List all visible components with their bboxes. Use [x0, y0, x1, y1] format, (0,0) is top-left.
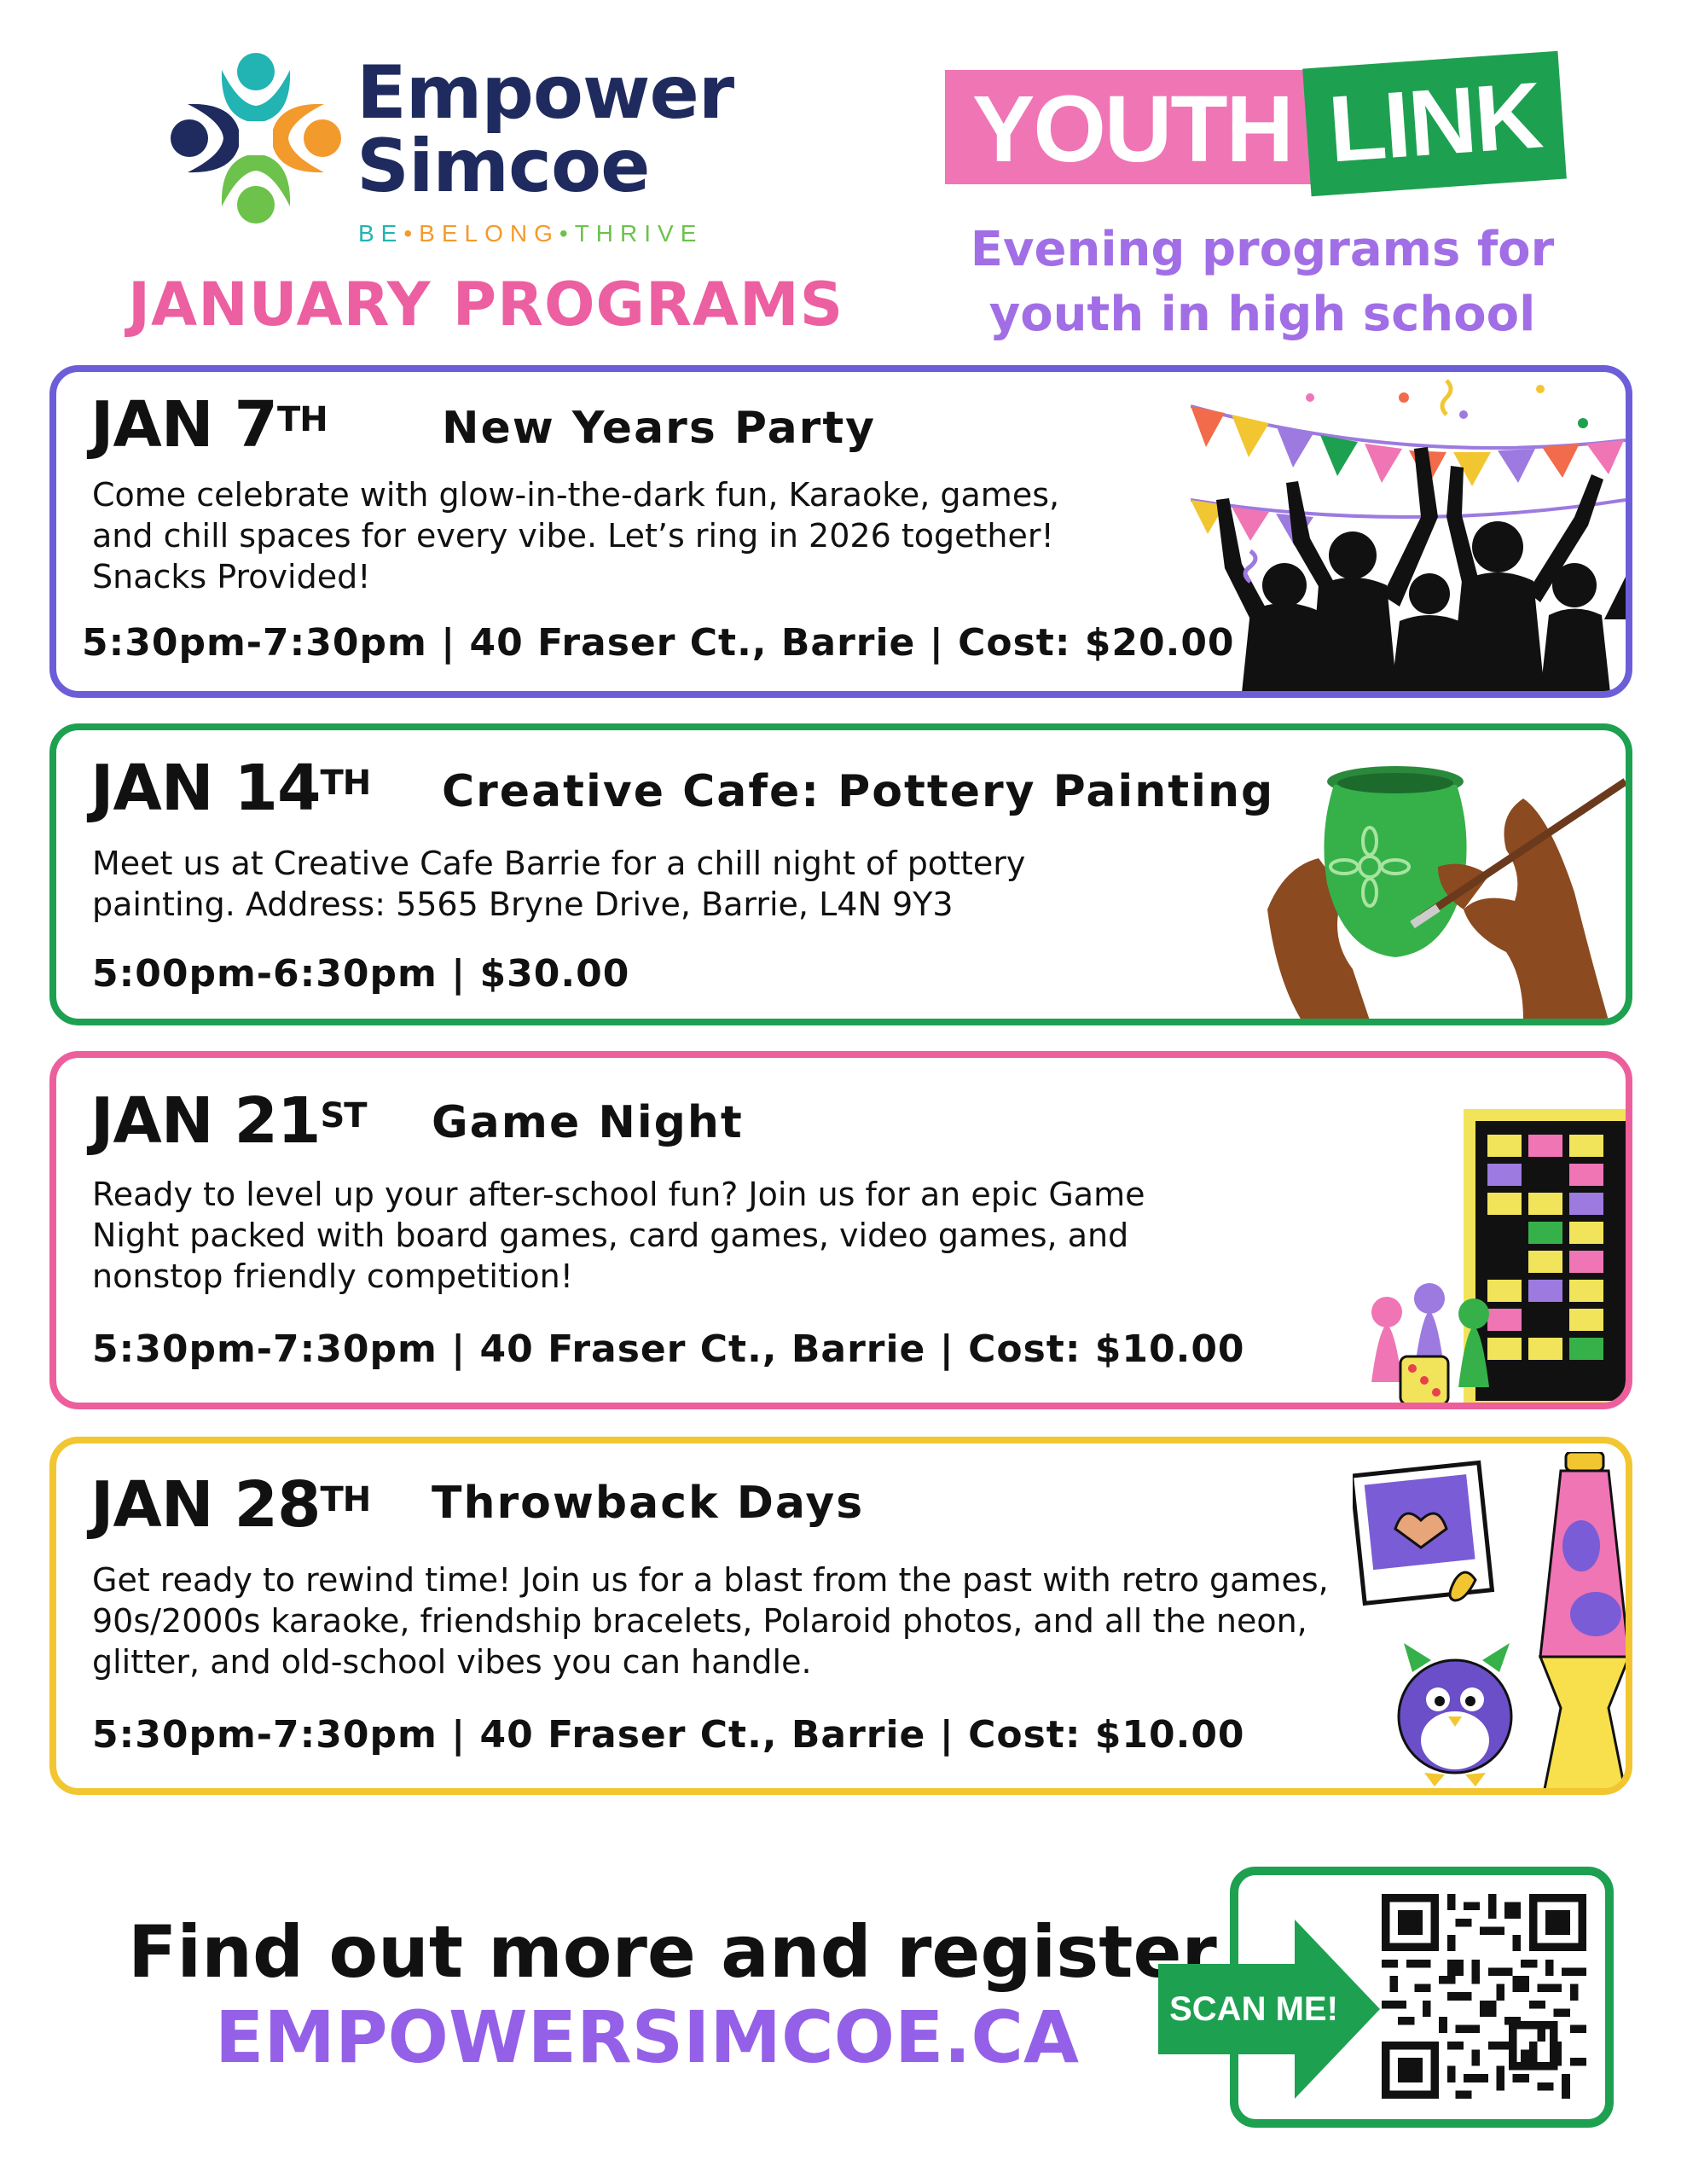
- date-text: JAN 7: [90, 388, 277, 462]
- date-suffix: ST: [320, 1096, 367, 1136]
- date-suffix: TH: [320, 1480, 371, 1519]
- polaroid-photo-icon: [1353, 1462, 1492, 1603]
- brand-name-line2: Simcoe: [357, 124, 650, 209]
- page-title: JANUARY PROGRAMS: [128, 270, 844, 340]
- program-info: 5:30pm-7:30pm | 40 Fraser Ct., Barrie | Cost: $10.00: [92, 1713, 1245, 1757]
- program-card-jan-7: [49, 365, 1632, 698]
- date-suffix: TH: [320, 764, 371, 803]
- program-title: New Years Party: [442, 403, 877, 454]
- brand-tagline: [358, 220, 703, 247]
- lava-lamp-icon: [1540, 1452, 1629, 1793]
- tagline-belong: BELONG: [419, 220, 559, 247]
- green-pot-icon: [1324, 766, 1466, 957]
- dice-icon: [1400, 1356, 1448, 1404]
- throwback-illustration: [1353, 1452, 1632, 1795]
- program-date: [90, 752, 371, 825]
- date-text: JAN 14: [90, 752, 321, 825]
- brand-name: [357, 50, 734, 209]
- program-title: Creative Cafe: Pottery Painting: [442, 766, 1275, 817]
- youth-link-subtitle: [938, 218, 1586, 347]
- date-text: JAN 28: [90, 1468, 321, 1542]
- subtitle-line1: Evening programs for: [970, 222, 1555, 277]
- pottery-painting-illustration: [1267, 764, 1632, 1020]
- date-suffix: TH: [277, 400, 328, 439]
- program-date: [90, 1084, 367, 1158]
- logo-figure-orange: [273, 104, 341, 172]
- program-description: Come celebrate with glow-in-the-dark fun, Karaoke, games, and chill spaces for every vibe. Let’s ring in 2026 together! Snacks Provided!: [92, 476, 1060, 595]
- program-date: [90, 388, 328, 462]
- program-title: Throwback Days: [432, 1478, 865, 1529]
- register-cta: Find out more and register: [128, 1910, 1217, 1994]
- program-date: [90, 1468, 371, 1542]
- youth-link-link: LINK: [1325, 62, 1545, 183]
- tagline-sep: •: [403, 220, 420, 247]
- tagline-be: BE: [358, 220, 404, 247]
- program-info: 5:30pm-7:30pm | 40 Fraser Ct., Barrie | Cost: $20.00: [82, 621, 1235, 665]
- board-game-illustration: [1353, 1101, 1632, 1409]
- scan-me-label: SCAN ME!: [1169, 1990, 1338, 2028]
- brand-name-line1: Empower: [357, 50, 734, 136]
- program-description: Ready to level up your after-school fun? Join us for an epic Game Night packed with board games, card games, video games, and nonstop friendly competition!: [92, 1176, 1145, 1295]
- game-board-icon: [1464, 1109, 1632, 1409]
- logo-figure-green: [222, 155, 290, 224]
- logo-figure-teal: [222, 53, 290, 121]
- program-title: Game Night: [432, 1097, 744, 1148]
- subtitle-line2: youth in high school: [988, 287, 1536, 342]
- program-card-jan-21: [49, 1051, 1632, 1409]
- program-info: 5:00pm-6:30pm | $30.00: [92, 952, 630, 996]
- bunting-icon: [1191, 406, 1626, 546]
- crowd-silhouette-icon: [1216, 447, 1626, 693]
- tagline-sep: •: [559, 220, 575, 247]
- youth-link-youth: YOUTH: [972, 77, 1292, 182]
- party-crowd-illustration: [1191, 372, 1626, 693]
- program-card-jan-28: [49, 1437, 1632, 1795]
- program-description: Meet us at Creative Cafe Barrie for a chill night of pottery painting. Address: 5565 Bryne Drive, Barrie, L4N 9Y3: [92, 845, 1026, 923]
- logo-figure-navy: [171, 104, 239, 172]
- program-card-jan-14: [49, 723, 1632, 1025]
- tagline-thrive: THRIVE: [574, 220, 704, 247]
- website-link[interactable]: EMPOWERSIMCOE.CA: [215, 1995, 1080, 2079]
- qr-code-icon[interactable]: [1382, 1894, 1586, 2099]
- date-text: JAN 21: [90, 1084, 321, 1158]
- furby-toy-icon: [1399, 1643, 1511, 1786]
- program-info: 5:30pm-7:30pm | 40 Fraser Ct., Barrie | Cost: $10.00: [92, 1327, 1245, 1371]
- program-description: Get ready to rewind time! Join us for a blast from the past with retro games, 90s/2000s karaoke, friendship bracelets, Polaroid photos, and all the neon, glitter, and old-school vibes you can handle.: [92, 1561, 1329, 1681]
- empower-simcoe-logo: [154, 44, 358, 232]
